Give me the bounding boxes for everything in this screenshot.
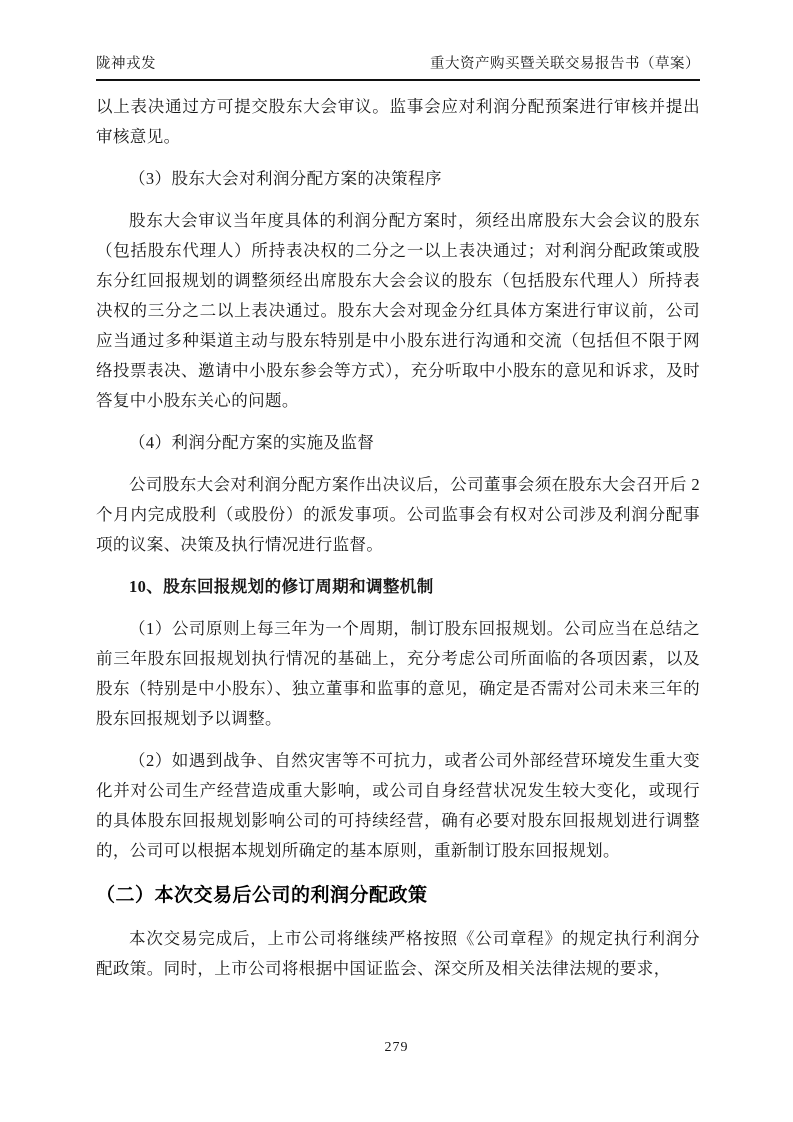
paragraph-implementation-supervision: 公司股东大会对利润分配方案作出决议后，公司董事会须在股东大会召开后 2 个月内完成股利（或股份）的派发事项。公司监事会有权对公司涉及利润分配事项的议案、决策及执行情况进行监督。 [96,475,700,554]
paragraph-decision-procedure: 股东大会审议当年度具体的利润分配方案时，须经出席股东大会会议的股东（包括股东代理人）所持表决权的二分之一以上表决通过；对利润分配政策或股东分红回报规划的调整须经出席股东大会会议的股东（包括股东代理人）所持表决权的三分之二以上表决通过。股东大会对现金分红具体方案进行审议前，公司应当通过多种渠道主动与股东特别是中小股东进行沟通和交流（包括但不限于网络投票表决、邀请中小股东参会等方式），充分听取中小股东的意见和诉求，及时答复中小股东关心的问题。 [96,211,700,410]
subheading-item-4: （4）利润分配方案的实施及监督 [129,433,375,452]
paragraph-post-transaction-policy: 本次交易完成后，上市公司将继续严格按照《公司章程》的规定执行利润分配政策。同时，上市公司将根据中国证监会、深交所及相关法律法规的要求， [96,929,700,978]
paragraph-adjustment-conditions: （2）如遇到战争、自然灾害等不可抗力，或者公司外部经营环境发生重大变化并对公司生产经营造成重大影响，或公司自身经营状况发生较大变化，或现行的具体股东回报规划影响公司的可持续经营，确有必要对股东回报规划进行调整的，公司可以根据本规划所确定的基本原则，重新制订股东回报规划。 [96,751,700,860]
page-number: 279 [384,1040,409,1055]
paragraph-revision-cycle: （1）公司原则上每三年为一个周期，制订股东回报规划。公司应当在总结之前三年股东回报规划执行情况的基础上，充分考虑公司所面临的各项因素，以及股东（特别是中小股东）、独立董事和监事的意见，确定是否需对公司未来三年的股东回报规划予以调整。 [96,619,700,728]
page-footer [0,1040,793,1056]
page-body [96,92,700,996]
paragraph-continuation: 以上表决通过方可提交股东大会审议。监事会应对利润分配预案进行审核并提出审核意见。 [96,97,700,146]
header-left-title: 陇神戎发 [96,56,156,72]
subheading-item-10: 10、股东回报规划的修订周期和调整机制 [129,577,434,596]
page-header [96,52,700,81]
header-right-title: 重大资产购买暨关联交易报告书（草案） [430,56,700,72]
subheading-item-3: （3）股东大会对利润分配方案的决策程序 [129,169,442,188]
section-heading-profit-distribution-policy: （二）本次交易后公司的利润分配政策 [96,885,428,906]
